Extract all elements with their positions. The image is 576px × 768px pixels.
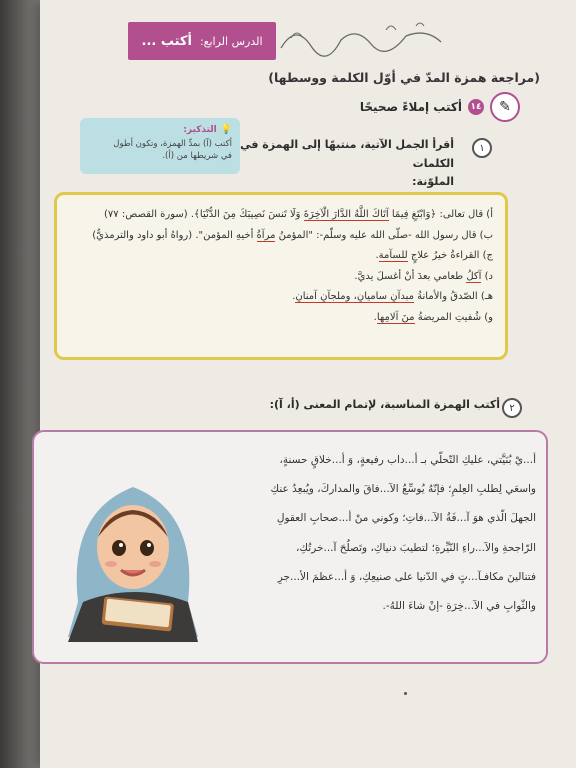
sentence-e-highlight: مبدآنِ ساميانِ، وملجآنِ آمنانِ xyxy=(295,291,414,302)
question-1-line-2: الملوّنة: xyxy=(412,175,454,189)
lesson-banner xyxy=(128,22,276,60)
passage-line-5: فتنالينَ مكافـآ...تٍ في الدّنيا على صنيعِكِ، وَ أ...عظمَ الأ...جرِ xyxy=(277,570,536,583)
lesson-heading-text: أكتب إملاءً صحيحًا xyxy=(359,100,462,114)
pencil-icon: ✎ xyxy=(490,92,520,122)
sentence-b-suffix: أخيهِ المؤمن". (رواهُ أبو داود والترمذيُّ) xyxy=(92,229,257,241)
lesson-number: ١٤ xyxy=(468,99,484,115)
sentence-c-suffix: . xyxy=(375,250,379,261)
sentence-f xyxy=(69,308,493,329)
passage-text xyxy=(230,446,536,621)
question-2-number: ٢ xyxy=(502,398,522,418)
page-dot xyxy=(404,692,407,695)
question-1-line-1: أقرأ الجمل الآتية، منتبهًا إلى الهمزة في الكلمات xyxy=(240,138,454,170)
textbook-page xyxy=(40,0,576,768)
passage-line-4: الرّاجحةِ والآ...راءِ النّيِّرةِ؛ لتطيبَ دنياكِ، وتَصلُحَ آ...خرتُكِ، xyxy=(296,541,536,554)
sentence-d-suffix: طعامي بعدَ أنْ أغسلَ يديَّ. xyxy=(354,270,467,282)
remember-text-2: في شريطها من (أ). xyxy=(162,151,232,162)
lesson-label: الدرس الرابع: xyxy=(199,34,263,48)
lightbulb-icon: 💡 xyxy=(220,125,232,135)
sentence-b-prefix: ب) قال رسول الله -صلّى الله عليه وسلّم-: "المؤمنُ xyxy=(275,229,493,241)
lesson-heading xyxy=(330,96,520,118)
passage-line-2: واسعَي لِطلبِ العِلمِ؛ فإنّهُ يُوسِّعُ الآ...فاقَ والمداركَ، ويُبعِدُ عنكِ xyxy=(270,483,536,496)
sentences-box xyxy=(54,192,508,360)
girl-reading-illustration xyxy=(48,452,218,642)
remember-title: التذكير: xyxy=(183,125,217,135)
remember-box xyxy=(80,118,240,174)
section-title: (مراجعة همزة المدّ في أوّل الكلمة ووسطها) xyxy=(268,70,540,85)
lesson-banner-title: أكتب ... xyxy=(141,33,192,49)
question-2-text: أكتب الهمزة المناسبة، لإتمام المعنى (أ، آ): xyxy=(269,398,500,411)
sentence-a-highlight: آتَاكَ اللَّهُ الدَّارَ الْآخِرَةَ xyxy=(303,209,389,220)
remember-header xyxy=(88,124,232,138)
sentence-d-prefix: د) xyxy=(481,270,493,282)
sentence-e-prefix: هـ) الصّدقُ والأمانةُ xyxy=(413,291,493,302)
sentence-b-highlight: مرآةُ xyxy=(256,229,276,241)
passage-line-1: أ...يْ بُنَيَّتي، عليكِ التّحلّي بـ أ...داب رفيعةٍ، وَ أ...خلاقٍ حسنةٍ، xyxy=(279,454,536,466)
remember-text-1: أكتب (آ) بمدِّ الهمزة، وتكون أطول xyxy=(113,138,232,149)
sentence-d xyxy=(69,267,493,288)
sentence-c-highlight: للسآمة xyxy=(378,250,408,261)
sentence-f-highlight: منَ آلامِها xyxy=(376,311,415,323)
sentence-b xyxy=(69,226,493,247)
sentence-f-suffix: . xyxy=(373,311,377,323)
question-1-number: ١ xyxy=(472,138,492,158)
sentence-a-suffix: وَلَا تَنسَ نَصِيبَكَ مِنَ الدُّنْيَا﴾. (سورة القصص: ٧٧) xyxy=(103,209,304,220)
passage-box xyxy=(32,430,548,664)
sentence-c xyxy=(69,246,493,267)
sentence-e-suffix: . xyxy=(292,291,296,302)
passage-line-6: والثّوابِ في الآ...خِرَةِ -إنْ شاءَ اللهُ-. xyxy=(382,599,536,612)
sentence-d-highlight: آكلُ xyxy=(466,270,482,282)
sentence-f-prefix: و) شُفيتِ المريضةُ xyxy=(414,311,493,323)
sentence-e xyxy=(69,287,493,308)
sentence-a-prefix: أ) قال تعالى: ﴿وَابْتَغِ فِيمَا xyxy=(388,209,493,220)
sentence-c-prefix: ج) القراءةُ خيرُ علاجٍ xyxy=(407,250,493,261)
handwriting-scribble xyxy=(276,18,446,58)
question-1-text xyxy=(240,136,454,192)
sentence-a xyxy=(69,205,493,226)
passage-line-3: الجهلَ الّذي هوَ آ...فَةُ الآ...فاتِ؛ وكوني منْ أ...صحابِ العقولِ xyxy=(276,512,536,525)
